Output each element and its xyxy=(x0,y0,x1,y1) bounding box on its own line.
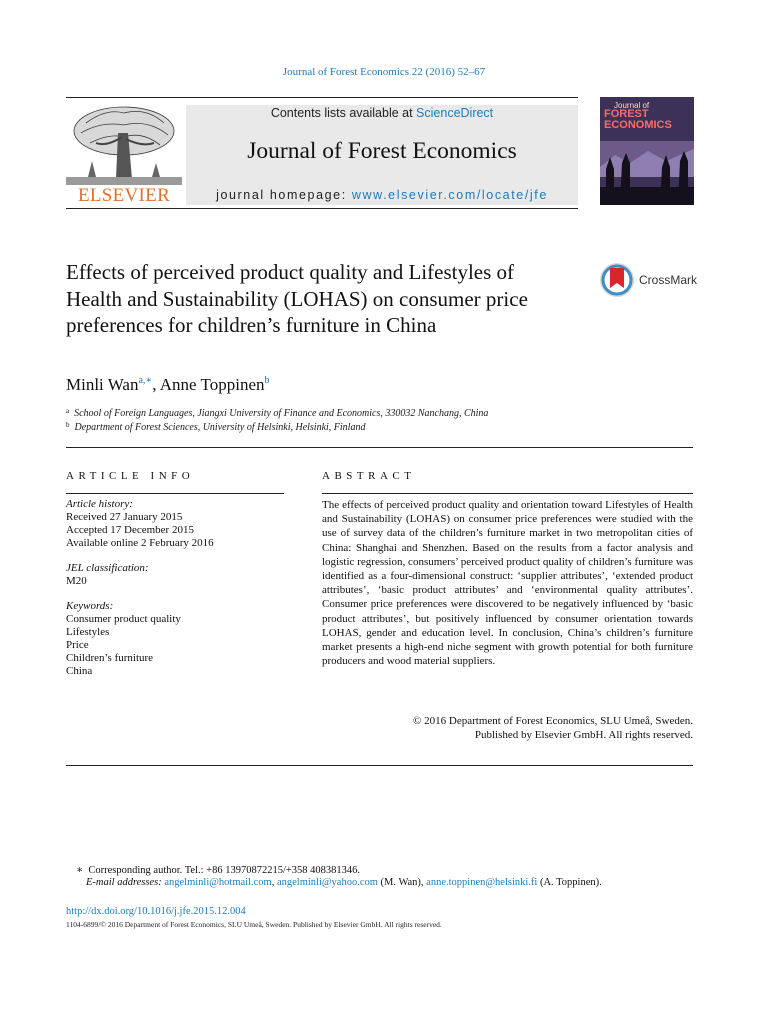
email-link[interactable]: angelminli@yahoo.com xyxy=(276,877,378,888)
keyword: Consumer product quality xyxy=(66,613,181,625)
footnote-star: ∗ xyxy=(76,865,84,876)
crossmark-icon xyxy=(599,262,637,298)
affiliation-mark: b xyxy=(66,421,70,429)
keyword: China xyxy=(66,665,93,677)
email-owner: (A. Toppinen). xyxy=(537,877,602,888)
cover-economics: ECONOMICS xyxy=(604,119,672,131)
abstract-copyright xyxy=(322,714,693,742)
email-separator: , xyxy=(271,877,277,888)
abstract-rule xyxy=(322,493,693,494)
jel-label: JEL classification: xyxy=(66,562,149,574)
keyword: Lifestyles xyxy=(66,626,110,638)
jel-code: M20 xyxy=(66,575,87,587)
history-label: Article history: xyxy=(66,498,133,510)
journal-cover-thumbnail[interactable] xyxy=(600,97,694,205)
author-separator: , xyxy=(152,375,160,394)
elsevier-wordmark: ELSEVIER xyxy=(77,185,171,206)
sciencedirect-link[interactable]: ScienceDirect xyxy=(416,106,494,120)
affiliation-b xyxy=(66,421,365,433)
email-note xyxy=(86,877,602,888)
email-link[interactable]: anne.toppinen@helsinki.fi xyxy=(426,877,538,888)
keywords-label: Keywords: xyxy=(66,600,114,612)
affiliation-a xyxy=(66,407,488,419)
publisher-logo xyxy=(66,103,182,207)
affiliation-rule xyxy=(66,447,693,448)
authors-line xyxy=(66,375,270,395)
corresponding-text: Corresponding author. Tel.: +86 13970872215/+358 408381346. xyxy=(88,865,361,876)
homepage-line xyxy=(186,188,578,202)
corresponding-author-note xyxy=(76,864,360,876)
author-name: Minli Wan xyxy=(66,375,139,394)
journal-title: Journal of Forest Economics xyxy=(247,138,517,164)
article-info-rule xyxy=(66,493,284,494)
author-name: Anne Toppinen xyxy=(159,375,265,394)
accepted-date: Accepted 17 December 2015 xyxy=(66,524,194,536)
journal-header-box xyxy=(186,105,578,205)
copyright-line: © 2016 Department of Forest Economics, SLU Umeå, Sweden. xyxy=(413,715,693,727)
issn-line: 1104-6899/© 2016 Department of Forest Economics, SLU Umeå, Sweden. Published by Elsevier GmbH. All rights reserved. xyxy=(66,920,442,929)
crossmark-label: CrossMark xyxy=(639,273,698,287)
cover-journal-of: Journal of xyxy=(614,101,650,110)
article-info-heading: ARTICLE INFO xyxy=(66,470,195,482)
contents-prefix: Contents lists available at xyxy=(270,106,417,120)
homepage-prefix: journal homepage: xyxy=(216,188,352,202)
abstract-heading: ABSTRACT xyxy=(322,470,416,482)
article-info-column xyxy=(66,498,284,678)
copyright-line: Published by Elsevier GmbH. All rights reserved. xyxy=(474,729,693,742)
email-label: E-mail addresses: xyxy=(86,877,165,888)
abstract-text: The effects of perceived product quality and orientation toward Lifestyles of Health and Sustainability (LOHAS) on consumer price preferences were studied with the use of survey data of the children’s furniture market in two metropolitan cities of China: Shanghai and Shenzhen. Based on the results from a factor analysis and logistic regression, consumers’ perceived product quality of children’s furniture was identified as a four-dimensional construct: ‘supplier attributes’, ‘extended product attributes’, ‘basic product attributes’ and ‘environmental quality attributes’. Consumer price preferences were discovered to be negatively influenced by ‘basic product attributes’, but positively influenced by consumer orientation towards LOHAS, gender and education level. In conclusion, China’s children’s furniture market presents a high-end niche segment with growth potential for both furniture producers and wood material suppliers. xyxy=(322,499,693,668)
keyword: Price xyxy=(66,639,89,651)
bottom-rule xyxy=(66,765,693,766)
cover-forest: FOREST xyxy=(604,108,649,120)
affiliation-text: Department of Forest Sciences, University of Helsinki, Helsinki, Finland xyxy=(74,422,366,433)
contents-line xyxy=(186,106,578,120)
doi-link[interactable]: http://dx.doi.org/10.1016/j.jfe.2015.12.004 xyxy=(66,906,246,917)
author-affiliation-mark[interactable]: a,∗ xyxy=(138,375,153,386)
affiliation-text: School of Foreign Languages, Jiangxi University of Finance and Economics, 330032 Nanchang, China xyxy=(74,408,489,419)
keyword: Children’s furniture xyxy=(66,652,154,664)
received-date: Received 27 January 2015 xyxy=(66,511,183,523)
article-title: Effects of perceived product quality and Lifestyles of Health and Sustainability (LOHAS) on consumer price preferences for children’s furniture in China xyxy=(66,260,528,337)
email-link[interactable]: angelminli@hotmail.com xyxy=(164,877,272,888)
elsevier-tree-icon xyxy=(66,103,182,185)
affiliation-mark: a xyxy=(66,407,70,415)
journal-citation[interactable]: Journal of Forest Economics 22 (2016) 52–67 xyxy=(282,66,486,78)
email-owner: (M. Wan), xyxy=(377,877,427,888)
header-bottom-rule xyxy=(66,208,578,209)
crossmark-badge[interactable] xyxy=(599,262,699,298)
online-date: Available online 2 February 2016 xyxy=(66,537,214,549)
top-rule xyxy=(66,97,578,98)
author-affiliation-mark[interactable]: b xyxy=(264,375,270,386)
homepage-link[interactable]: www.elsevier.com/locate/jfe xyxy=(351,188,548,202)
